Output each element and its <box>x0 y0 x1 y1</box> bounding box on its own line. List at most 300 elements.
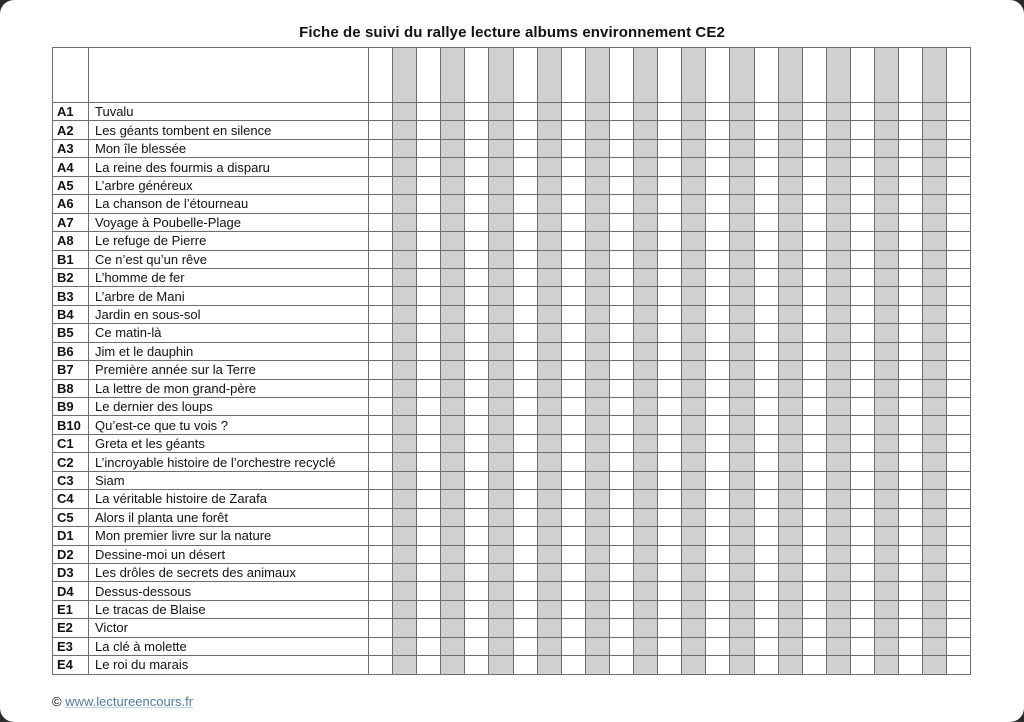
check-cell[interactable] <box>585 287 609 305</box>
check-cell[interactable] <box>513 619 537 637</box>
check-cell[interactable] <box>609 48 633 103</box>
check-cell[interactable] <box>730 232 754 250</box>
check-cell[interactable] <box>441 103 465 121</box>
check-cell[interactable] <box>369 527 393 545</box>
check-cell[interactable] <box>609 103 633 121</box>
check-cell[interactable] <box>923 600 947 618</box>
check-cell[interactable] <box>609 398 633 416</box>
check-cell[interactable] <box>730 508 754 526</box>
check-cell[interactable] <box>585 600 609 618</box>
check-cell[interactable] <box>513 213 537 231</box>
check-cell[interactable] <box>393 195 417 213</box>
check-cell[interactable] <box>369 453 393 471</box>
check-cell[interactable] <box>585 398 609 416</box>
check-cell[interactable] <box>802 637 826 655</box>
check-cell[interactable] <box>682 490 706 508</box>
check-cell[interactable] <box>850 139 874 157</box>
check-cell[interactable] <box>899 434 923 452</box>
check-cell[interactable] <box>393 361 417 379</box>
check-cell[interactable] <box>874 416 898 434</box>
check-cell[interactable] <box>899 232 923 250</box>
check-cell[interactable] <box>369 434 393 452</box>
check-cell[interactable] <box>658 195 682 213</box>
check-cell[interactable] <box>441 379 465 397</box>
check-cell[interactable] <box>826 48 850 103</box>
check-cell[interactable] <box>754 158 778 176</box>
check-cell[interactable] <box>561 637 585 655</box>
check-cell[interactable] <box>441 213 465 231</box>
check-cell[interactable] <box>609 287 633 305</box>
check-cell[interactable] <box>874 287 898 305</box>
check-cell[interactable] <box>754 619 778 637</box>
check-cell[interactable] <box>658 545 682 563</box>
check-cell[interactable] <box>537 600 561 618</box>
check-cell[interactable] <box>489 287 513 305</box>
check-cell[interactable] <box>778 490 802 508</box>
check-cell[interactable] <box>730 545 754 563</box>
check-cell[interactable] <box>585 195 609 213</box>
check-cell[interactable] <box>417 176 441 194</box>
check-cell[interactable] <box>874 398 898 416</box>
check-cell[interactable] <box>465 324 489 342</box>
check-cell[interactable] <box>899 545 923 563</box>
check-cell[interactable] <box>947 287 971 305</box>
check-cell[interactable] <box>826 471 850 489</box>
check-cell[interactable] <box>826 434 850 452</box>
check-cell[interactable] <box>730 582 754 600</box>
check-cell[interactable] <box>537 305 561 323</box>
check-cell[interactable] <box>393 176 417 194</box>
check-cell[interactable] <box>537 656 561 674</box>
check-cell[interactable] <box>682 103 706 121</box>
check-cell[interactable] <box>802 287 826 305</box>
check-cell[interactable] <box>730 195 754 213</box>
check-cell[interactable] <box>537 361 561 379</box>
check-cell[interactable] <box>874 361 898 379</box>
check-cell[interactable] <box>489 619 513 637</box>
check-cell[interactable] <box>923 139 947 157</box>
check-cell[interactable] <box>778 250 802 268</box>
check-cell[interactable] <box>730 121 754 139</box>
check-cell[interactable] <box>393 398 417 416</box>
check-cell[interactable] <box>802 232 826 250</box>
check-cell[interactable] <box>874 600 898 618</box>
check-cell[interactable] <box>706 48 730 103</box>
check-cell[interactable] <box>465 582 489 600</box>
check-cell[interactable] <box>369 563 393 581</box>
check-cell[interactable] <box>850 527 874 545</box>
check-cell[interactable] <box>850 582 874 600</box>
check-cell[interactable] <box>465 563 489 581</box>
check-cell[interactable] <box>393 287 417 305</box>
check-cell[interactable] <box>802 48 826 103</box>
check-cell[interactable] <box>441 563 465 581</box>
check-cell[interactable] <box>465 176 489 194</box>
check-cell[interactable] <box>489 305 513 323</box>
check-cell[interactable] <box>465 637 489 655</box>
check-cell[interactable] <box>489 398 513 416</box>
check-cell[interactable] <box>417 434 441 452</box>
check-cell[interactable] <box>923 637 947 655</box>
check-cell[interactable] <box>947 213 971 231</box>
check-cell[interactable] <box>947 268 971 286</box>
check-cell[interactable] <box>850 379 874 397</box>
check-cell[interactable] <box>585 637 609 655</box>
check-cell[interactable] <box>923 398 947 416</box>
check-cell[interactable] <box>417 600 441 618</box>
check-cell[interactable] <box>609 158 633 176</box>
check-cell[interactable] <box>489 232 513 250</box>
check-cell[interactable] <box>802 139 826 157</box>
check-cell[interactable] <box>778 600 802 618</box>
check-cell[interactable] <box>465 232 489 250</box>
check-cell[interactable] <box>513 582 537 600</box>
check-cell[interactable] <box>730 600 754 618</box>
check-cell[interactable] <box>441 416 465 434</box>
check-cell[interactable] <box>489 213 513 231</box>
check-cell[interactable] <box>465 213 489 231</box>
check-cell[interactable] <box>754 213 778 231</box>
check-cell[interactable] <box>874 471 898 489</box>
check-cell[interactable] <box>585 305 609 323</box>
check-cell[interactable] <box>634 176 658 194</box>
check-cell[interactable] <box>874 490 898 508</box>
check-cell[interactable] <box>465 158 489 176</box>
check-cell[interactable] <box>682 213 706 231</box>
check-cell[interactable] <box>899 619 923 637</box>
check-cell[interactable] <box>634 250 658 268</box>
check-cell[interactable] <box>730 342 754 360</box>
check-cell[interactable] <box>947 471 971 489</box>
check-cell[interactable] <box>682 398 706 416</box>
check-cell[interactable] <box>706 379 730 397</box>
check-cell[interactable] <box>561 176 585 194</box>
check-cell[interactable] <box>417 656 441 674</box>
check-cell[interactable] <box>658 121 682 139</box>
check-cell[interactable] <box>441 305 465 323</box>
check-cell[interactable] <box>802 342 826 360</box>
check-cell[interactable] <box>561 361 585 379</box>
check-cell[interactable] <box>417 48 441 103</box>
check-cell[interactable] <box>682 287 706 305</box>
check-cell[interactable] <box>489 324 513 342</box>
check-cell[interactable] <box>513 232 537 250</box>
check-cell[interactable] <box>489 361 513 379</box>
check-cell[interactable] <box>537 508 561 526</box>
check-cell[interactable] <box>634 305 658 323</box>
check-cell[interactable] <box>754 195 778 213</box>
check-cell[interactable] <box>923 250 947 268</box>
check-cell[interactable] <box>634 287 658 305</box>
check-cell[interactable] <box>802 453 826 471</box>
check-cell[interactable] <box>609 434 633 452</box>
check-cell[interactable] <box>465 195 489 213</box>
check-cell[interactable] <box>682 305 706 323</box>
check-cell[interactable] <box>802 250 826 268</box>
check-cell[interactable] <box>682 582 706 600</box>
check-cell[interactable] <box>369 158 393 176</box>
check-cell[interactable] <box>465 103 489 121</box>
check-cell[interactable] <box>393 250 417 268</box>
check-cell[interactable] <box>947 305 971 323</box>
check-cell[interactable] <box>706 619 730 637</box>
check-cell[interactable] <box>585 139 609 157</box>
check-cell[interactable] <box>561 139 585 157</box>
check-cell[interactable] <box>874 637 898 655</box>
check-cell[interactable] <box>393 232 417 250</box>
check-cell[interactable] <box>489 103 513 121</box>
check-cell[interactable] <box>826 600 850 618</box>
check-cell[interactable] <box>658 103 682 121</box>
check-cell[interactable] <box>730 379 754 397</box>
check-cell[interactable] <box>537 563 561 581</box>
check-cell[interactable] <box>923 656 947 674</box>
check-cell[interactable] <box>947 361 971 379</box>
check-cell[interactable] <box>489 527 513 545</box>
check-cell[interactable] <box>706 563 730 581</box>
check-cell[interactable] <box>874 195 898 213</box>
check-cell[interactable] <box>899 48 923 103</box>
check-cell[interactable] <box>634 121 658 139</box>
check-cell[interactable] <box>561 563 585 581</box>
check-cell[interactable] <box>369 471 393 489</box>
check-cell[interactable] <box>947 416 971 434</box>
check-cell[interactable] <box>417 342 441 360</box>
check-cell[interactable] <box>393 434 417 452</box>
check-cell[interactable] <box>682 176 706 194</box>
check-cell[interactable] <box>850 398 874 416</box>
check-cell[interactable] <box>561 508 585 526</box>
check-cell[interactable] <box>609 656 633 674</box>
check-cell[interactable] <box>682 139 706 157</box>
check-cell[interactable] <box>802 305 826 323</box>
check-cell[interactable] <box>393 416 417 434</box>
check-cell[interactable] <box>561 305 585 323</box>
check-cell[interactable] <box>513 287 537 305</box>
check-cell[interactable] <box>923 490 947 508</box>
check-cell[interactable] <box>658 527 682 545</box>
check-cell[interactable] <box>609 619 633 637</box>
check-cell[interactable] <box>393 656 417 674</box>
check-cell[interactable] <box>417 527 441 545</box>
check-cell[interactable] <box>899 527 923 545</box>
check-cell[interactable] <box>658 342 682 360</box>
check-cell[interactable] <box>947 250 971 268</box>
check-cell[interactable] <box>730 48 754 103</box>
check-cell[interactable] <box>874 619 898 637</box>
check-cell[interactable] <box>802 398 826 416</box>
check-cell[interactable] <box>947 545 971 563</box>
check-cell[interactable] <box>585 250 609 268</box>
check-cell[interactable] <box>489 563 513 581</box>
check-cell[interactable] <box>682 637 706 655</box>
check-cell[interactable] <box>634 563 658 581</box>
check-cell[interactable] <box>947 563 971 581</box>
check-cell[interactable] <box>826 287 850 305</box>
check-cell[interactable] <box>585 527 609 545</box>
check-cell[interactable] <box>417 637 441 655</box>
check-cell[interactable] <box>393 342 417 360</box>
check-cell[interactable] <box>561 158 585 176</box>
check-cell[interactable] <box>585 361 609 379</box>
check-cell[interactable] <box>899 287 923 305</box>
check-cell[interactable] <box>369 48 393 103</box>
check-cell[interactable] <box>561 268 585 286</box>
check-cell[interactable] <box>417 250 441 268</box>
check-cell[interactable] <box>947 656 971 674</box>
check-cell[interactable] <box>634 619 658 637</box>
check-cell[interactable] <box>489 176 513 194</box>
check-cell[interactable] <box>634 527 658 545</box>
check-cell[interactable] <box>730 471 754 489</box>
check-cell[interactable] <box>947 324 971 342</box>
check-cell[interactable] <box>778 342 802 360</box>
check-cell[interactable] <box>658 379 682 397</box>
check-cell[interactable] <box>513 398 537 416</box>
check-cell[interactable] <box>561 600 585 618</box>
check-cell[interactable] <box>947 453 971 471</box>
check-cell[interactable] <box>417 508 441 526</box>
check-cell[interactable] <box>754 103 778 121</box>
check-cell[interactable] <box>489 582 513 600</box>
check-cell[interactable] <box>754 121 778 139</box>
check-cell[interactable] <box>369 195 393 213</box>
check-cell[interactable] <box>417 213 441 231</box>
check-cell[interactable] <box>706 453 730 471</box>
check-cell[interactable] <box>393 48 417 103</box>
check-cell[interactable] <box>537 416 561 434</box>
check-cell[interactable] <box>585 48 609 103</box>
check-cell[interactable] <box>850 545 874 563</box>
check-cell[interactable] <box>778 416 802 434</box>
check-cell[interactable] <box>730 213 754 231</box>
check-cell[interactable] <box>513 176 537 194</box>
check-cell[interactable] <box>369 139 393 157</box>
check-cell[interactable] <box>730 287 754 305</box>
check-cell[interactable] <box>585 121 609 139</box>
check-cell[interactable] <box>634 637 658 655</box>
check-cell[interactable] <box>947 176 971 194</box>
check-cell[interactable] <box>513 434 537 452</box>
check-cell[interactable] <box>585 324 609 342</box>
check-cell[interactable] <box>730 527 754 545</box>
check-cell[interactable] <box>634 379 658 397</box>
check-cell[interactable] <box>609 195 633 213</box>
check-cell[interactable] <box>369 545 393 563</box>
check-cell[interactable] <box>489 508 513 526</box>
check-cell[interactable] <box>513 656 537 674</box>
check-cell[interactable] <box>537 121 561 139</box>
check-cell[interactable] <box>561 527 585 545</box>
check-cell[interactable] <box>585 176 609 194</box>
check-cell[interactable] <box>754 250 778 268</box>
check-cell[interactable] <box>634 434 658 452</box>
check-cell[interactable] <box>706 176 730 194</box>
check-cell[interactable] <box>537 195 561 213</box>
check-cell[interactable] <box>369 398 393 416</box>
check-cell[interactable] <box>585 563 609 581</box>
check-cell[interactable] <box>417 268 441 286</box>
check-cell[interactable] <box>706 434 730 452</box>
check-cell[interactable] <box>778 619 802 637</box>
check-cell[interactable] <box>778 139 802 157</box>
check-cell[interactable] <box>706 103 730 121</box>
check-cell[interactable] <box>609 600 633 618</box>
check-cell[interactable] <box>754 637 778 655</box>
check-cell[interactable] <box>537 250 561 268</box>
check-cell[interactable] <box>826 250 850 268</box>
check-cell[interactable] <box>778 195 802 213</box>
check-cell[interactable] <box>441 656 465 674</box>
check-cell[interactable] <box>923 508 947 526</box>
check-cell[interactable] <box>706 195 730 213</box>
check-cell[interactable] <box>778 176 802 194</box>
check-cell[interactable] <box>417 379 441 397</box>
check-cell[interactable] <box>658 176 682 194</box>
check-cell[interactable] <box>826 195 850 213</box>
check-cell[interactable] <box>561 582 585 600</box>
check-cell[interactable] <box>585 268 609 286</box>
check-cell[interactable] <box>706 398 730 416</box>
check-cell[interactable] <box>778 379 802 397</box>
check-cell[interactable] <box>899 453 923 471</box>
check-cell[interactable] <box>682 545 706 563</box>
check-cell[interactable] <box>730 324 754 342</box>
check-cell[interactable] <box>441 121 465 139</box>
check-cell[interactable] <box>706 213 730 231</box>
check-cell[interactable] <box>778 158 802 176</box>
check-cell[interactable] <box>947 600 971 618</box>
check-cell[interactable] <box>899 176 923 194</box>
check-cell[interactable] <box>682 232 706 250</box>
check-cell[interactable] <box>947 637 971 655</box>
check-cell[interactable] <box>826 545 850 563</box>
check-cell[interactable] <box>874 582 898 600</box>
check-cell[interactable] <box>465 471 489 489</box>
check-cell[interactable] <box>682 471 706 489</box>
check-cell[interactable] <box>706 287 730 305</box>
check-cell[interactable] <box>609 342 633 360</box>
check-cell[interactable] <box>947 139 971 157</box>
check-cell[interactable] <box>609 305 633 323</box>
check-cell[interactable] <box>417 121 441 139</box>
check-cell[interactable] <box>561 656 585 674</box>
check-cell[interactable] <box>441 176 465 194</box>
check-cell[interactable] <box>489 637 513 655</box>
check-cell[interactable] <box>585 508 609 526</box>
check-cell[interactable] <box>947 508 971 526</box>
check-cell[interactable] <box>899 582 923 600</box>
check-cell[interactable] <box>730 398 754 416</box>
check-cell[interactable] <box>850 637 874 655</box>
check-cell[interactable] <box>706 250 730 268</box>
check-cell[interactable] <box>369 232 393 250</box>
check-cell[interactable] <box>585 342 609 360</box>
check-cell[interactable] <box>513 103 537 121</box>
check-cell[interactable] <box>513 527 537 545</box>
check-cell[interactable] <box>489 600 513 618</box>
check-cell[interactable] <box>706 342 730 360</box>
check-cell[interactable] <box>513 416 537 434</box>
check-cell[interactable] <box>393 268 417 286</box>
check-cell[interactable] <box>369 287 393 305</box>
check-cell[interactable] <box>802 213 826 231</box>
check-cell[interactable] <box>658 563 682 581</box>
check-cell[interactable] <box>778 103 802 121</box>
check-cell[interactable] <box>899 103 923 121</box>
check-cell[interactable] <box>537 453 561 471</box>
check-cell[interactable] <box>634 268 658 286</box>
